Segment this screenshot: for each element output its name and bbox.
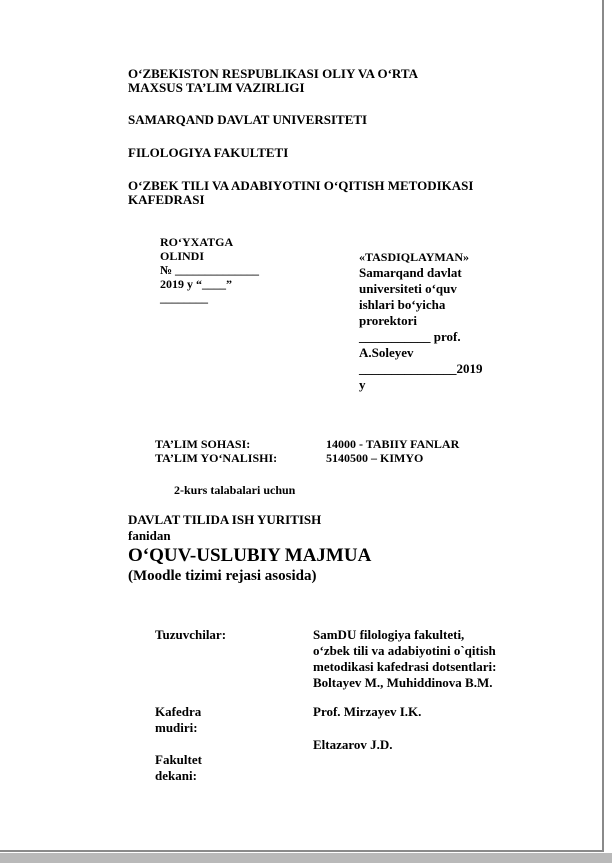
subject-name: DAVLAT TILIDA ISH YURITISH bbox=[128, 512, 322, 527]
head-of-department-label: mudiri: bbox=[155, 720, 198, 735]
dean-label: dekani: bbox=[155, 768, 197, 783]
approval-date: _______________2019 bbox=[359, 361, 483, 376]
page-gap-divider bbox=[0, 853, 612, 863]
registration-date: 2019 y “____” bbox=[160, 277, 232, 291]
direction-label: TA’LIM YO‘NALISHI: bbox=[155, 451, 278, 465]
approval-line: prorektori bbox=[359, 313, 418, 328]
registration-number: № ______________ bbox=[160, 263, 260, 277]
field-label: TA’LIM SOHASI: bbox=[155, 437, 251, 451]
faculty-name: FILOLOGIYA FAKULTETI bbox=[128, 145, 289, 160]
ministry-line-1: O‘ZBEKISTON RESPUBLIKASI OLIY VA O‘RTA bbox=[128, 66, 418, 81]
department-line-2: KAFEDRASI bbox=[128, 192, 205, 207]
head-of-department-name: Prof. Mirzayev I.K. bbox=[313, 704, 422, 719]
university-name: SAMARQAND DAVLAT UNIVERSITETI bbox=[128, 112, 368, 127]
approval-heading: «TASDIQLAYMAN» bbox=[359, 250, 470, 264]
authors-line: metodikasi kafedrasi dotsentlari: bbox=[313, 659, 497, 674]
authors-line: SamDU filologiya fakulteti, bbox=[313, 627, 465, 642]
approval-line: Samarqand davlat bbox=[359, 265, 462, 280]
field-value: 14000 - TABIIY FANLAR bbox=[326, 437, 460, 451]
document-subtitle: (Moodle tizimi rejasi asosida) bbox=[128, 568, 317, 584]
department-line-1: O‘ZBEK TILI VA ADABIYOTINI O‘QITISH METODIKASI bbox=[128, 178, 474, 193]
registration-line: RO‘YXATGA bbox=[160, 235, 234, 249]
audience-line: 2-kurs talabalari uchun bbox=[174, 483, 296, 497]
authors-line: o‘zbek tili va adabiyotini o`qitish bbox=[313, 643, 496, 658]
approval-line: ishlari bo‘yicha bbox=[359, 297, 446, 312]
registration-signature: ________ bbox=[160, 291, 208, 305]
ministry-line-2: MAXSUS TA’LIM VAZIRLIGI bbox=[128, 80, 305, 95]
approval-name: A.Soleyev bbox=[359, 345, 414, 360]
document-title: O‘QUV-USLUBIY MAJMUA bbox=[128, 545, 372, 566]
authors-names: Boltayev M., Muhiddinova B.M. bbox=[313, 675, 493, 690]
direction-value: 5140500 – KIMYO bbox=[326, 451, 424, 465]
authors-label: Tuzuvchilar: bbox=[155, 627, 227, 642]
dean-label: Fakultet bbox=[155, 752, 202, 767]
approval-date-suffix: y bbox=[359, 377, 366, 392]
dean-name: Eltazarov J.D. bbox=[313, 737, 393, 752]
approval-line: universiteti o‘quv bbox=[359, 281, 457, 296]
head-of-department-label: Kafedra bbox=[155, 704, 202, 719]
registration-line: OLINDI bbox=[160, 249, 205, 263]
subject-suffix: fanidan bbox=[128, 528, 171, 543]
approval-signature: ___________ prof. bbox=[359, 329, 461, 344]
